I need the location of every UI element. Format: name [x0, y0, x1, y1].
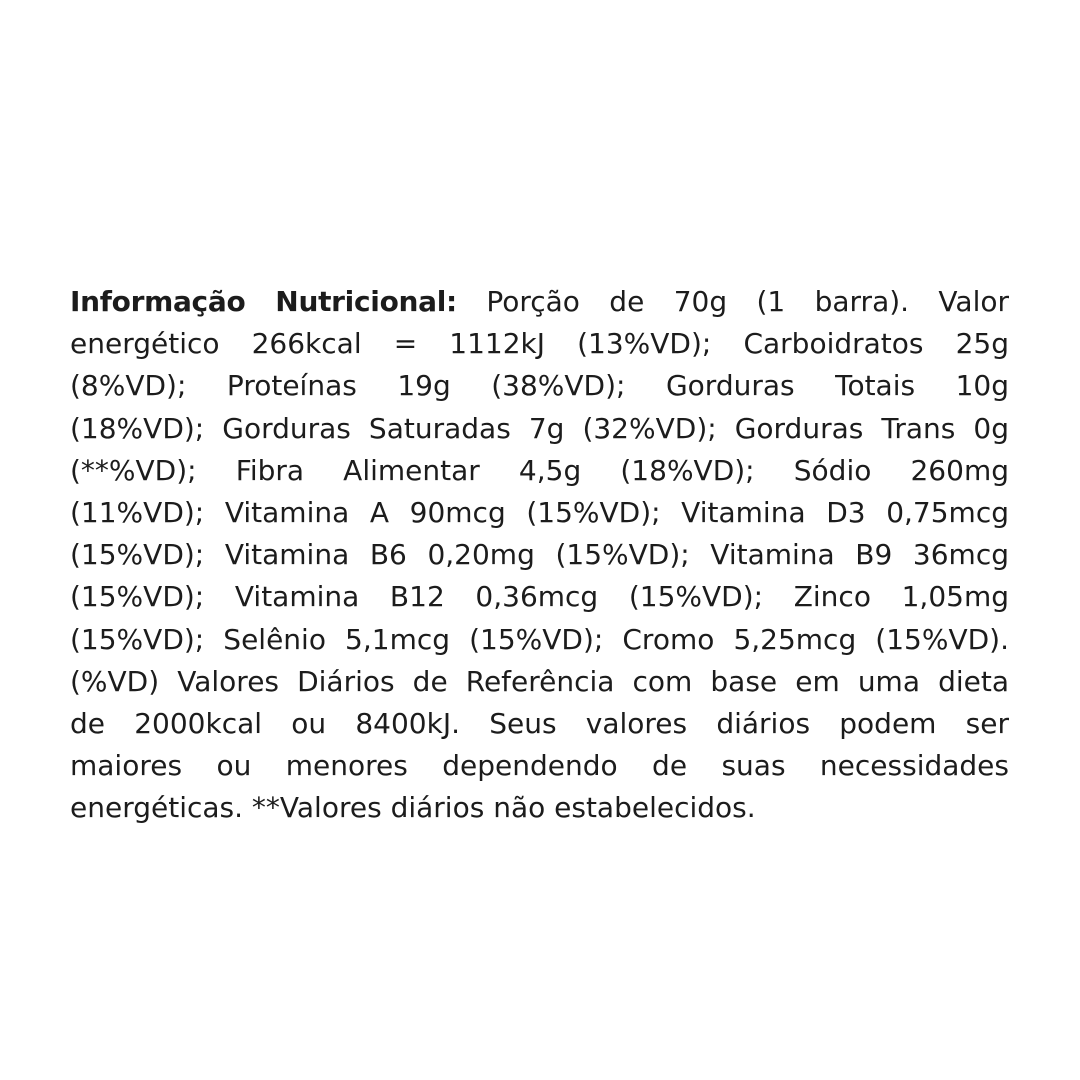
nutrition-info-text [70, 281, 1009, 829]
text-line [70, 281, 1009, 323]
text-line: energéticas. **Valores diários não estabelecidos. [70, 791, 756, 825]
text-line: (18%VD); Gorduras Saturadas 7g (32%VD); Gorduras Trans 0g [70, 411, 1009, 445]
text-line-content: Porção de 70g (1 barra). Valor [456, 285, 1009, 318]
text-line: (15%VD); Vitamina B12 0,36mcg (15%VD); Zinco 1,05mg [70, 580, 1009, 614]
text-line: (**%VD); Fibra Alimentar 4,5g (18%VD); Sódio 260mg [70, 453, 1009, 487]
text-line: (11%VD); Vitamina A 90mcg (15%VD); Vitamina D3 0,75mcg [70, 495, 1009, 529]
text-line: maiores ou menores dependendo de suas necessidades [70, 749, 1009, 783]
text-line: de 2000kcal ou 8400kJ. Seus valores diários podem ser [70, 706, 1009, 740]
text-line: (15%VD); Vitamina B6 0,20mg (15%VD); Vitamina B9 36mcg [70, 538, 1009, 572]
text-line: (8%VD); Proteínas 19g (38%VD); Gorduras Totais 10g [70, 369, 1009, 403]
text-line: energético 266kcal = 1112kJ (13%VD); Carboidratos 25g [70, 327, 1009, 361]
text-line: (15%VD); Selênio 5,1mcg (15%VD); Cromo 5,25mcg (15%VD). [70, 622, 1009, 656]
text-line: (%VD) Valores Diários de Referência com base em uma dieta [70, 664, 1009, 698]
nutrition-heading: Informação Nutricional: [70, 285, 457, 318]
